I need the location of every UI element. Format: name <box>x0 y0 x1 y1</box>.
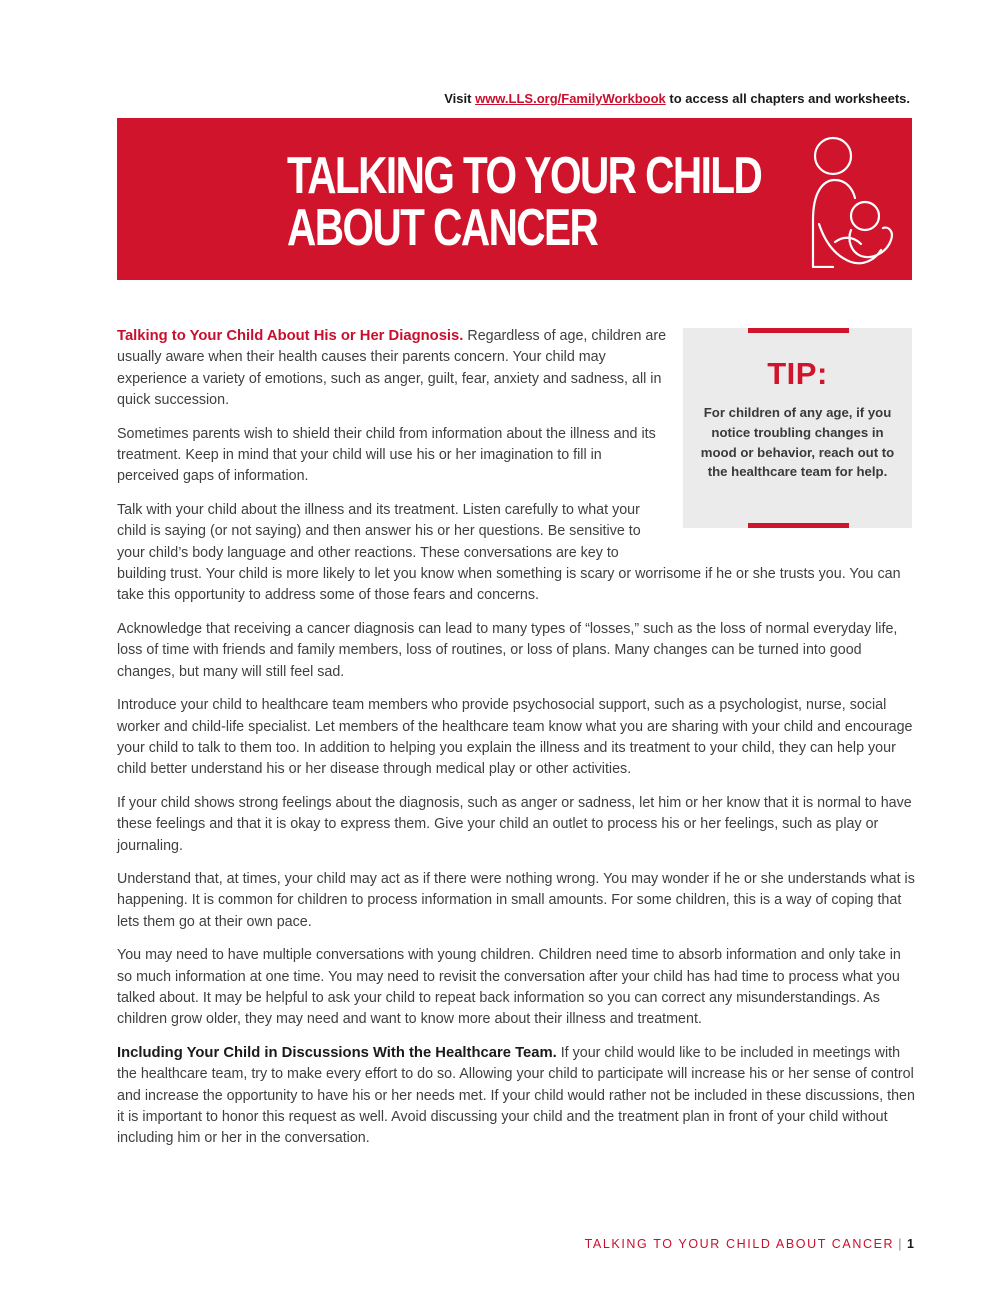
footer-label: TALKING TO YOUR CHILD ABOUT CANCER <box>584 1237 895 1251</box>
paragraph-conversations: You may need to have multiple conversations with young children. Children need time to absorb information and only take in so much information at one time. You may need to revisit the conversation after your child has had time to process what you talked about. It may be helpful to ask your child to repeat back information so you can correct any misunderstandings. As children grow older, they may need and want to know more about their illness and treatment. <box>117 947 901 1028</box>
tip-space <box>667 326 915 556</box>
paragraph-understand: Understand that, at times, your child may act as if there were nothing wrong. You may wonder if he or she understands what is happening. It is common for children to process information in small amounts. For some children, this is a way of coping that lets them go at their own pace. <box>117 870 915 930</box>
parent-holding-child-icon <box>795 132 899 268</box>
page-title-line-2: ABOUT CANCER <box>287 199 598 257</box>
paragraph-introduce: Introduce your child to healthcare team members who provide psychosocial support, such as a psychologist, nurse, social worker and child-life specialist. Let members of the healthcare team know what you are sharing with your child and encourage your child to talk to them too. In addition to helping you explain the illness and its treatment to your child, they can help your child better understand his or her disease through medical play or other activities. <box>117 697 913 778</box>
paragraph-talk: Talk with your child about the illness and its treatment. Listen carefully to what your child is saying (or not saying) and then answer his or her questions. Be sensitive to your child’s body language and other reactions. These conversations are key to building trust. Your child is more likely to let you know when something is scary or worrisome if he or she trusts you. You can take this opportunity to address some of those fears and concerns. <box>117 501 901 604</box>
paragraph-discussions <box>117 1043 915 1150</box>
page-title <box>287 147 762 257</box>
family-workbook-link[interactable]: www.LLS.org/FamilyWorkbook <box>475 91 666 106</box>
tip-text: For children of any age, if you notice troubling changes in mood or behavior, reach out to the healthcare team for help. <box>700 405 895 480</box>
visit-suffix: to access all chapters and worksheets. <box>665 91 910 106</box>
page-footer <box>585 1237 914 1251</box>
visit-prefix: Visit <box>444 91 476 106</box>
section-heading-discussions: Including Your Child in Discussions With the Healthcare Team. <box>117 1044 557 1061</box>
paragraph-losses: Acknowledge that receiving a cancer diagnosis can lead to many types of “losses,” such as the loss of normal everyday life, loss of time with friends and family members, loss of routines, or loss of plans. Many changes can be turned into good changes, but many will still feel sad. <box>117 620 898 680</box>
page-number: 1 <box>907 1237 914 1251</box>
paragraph-text: Regardless of age, children are usually aware when their health causes their parents concern. Your child may experience a variety of emotions, such as anger, guilt, fear, anxiety and sadness, all in quick succession. <box>117 328 667 409</box>
tip-heading: TIP: <box>767 356 828 391</box>
page-title-line-1: TALKING TO YOUR CHILD <box>287 147 762 205</box>
title-banner <box>117 118 912 280</box>
visit-line <box>444 91 910 106</box>
paragraph-text: If your child would like to be included in meetings with the healthcare team, try to make every effort to do so. Allowing your child to participate will increase his or her sense of control and increase the opportunity to have his or her needs met. If your child would rather not be included in these discussions, then it is important to honor this request as well. Avoid discussing your child and the treatment plan in front of your child without including him or her in the conversation. <box>117 1044 915 1147</box>
paragraph-shield: Sometimes parents wish to shield their child from information about the illness and its treatment. Keep in mind that your child will use his or her imagination to fill in perceived gaps of information. <box>117 425 656 485</box>
section-heading-diagnosis: Talking to Your Child About His or Her Diagnosis. <box>117 328 464 344</box>
article-body <box>117 326 915 1162</box>
paragraph-feelings: If your child shows strong feelings about the diagnosis, such as anger or sadness, let him or her know that it is normal to have these feelings and that it is okay to express them. Give your child an outlet to process his or her feelings, such as play or journaling. <box>117 794 912 854</box>
footer-separator: | <box>898 1237 904 1251</box>
